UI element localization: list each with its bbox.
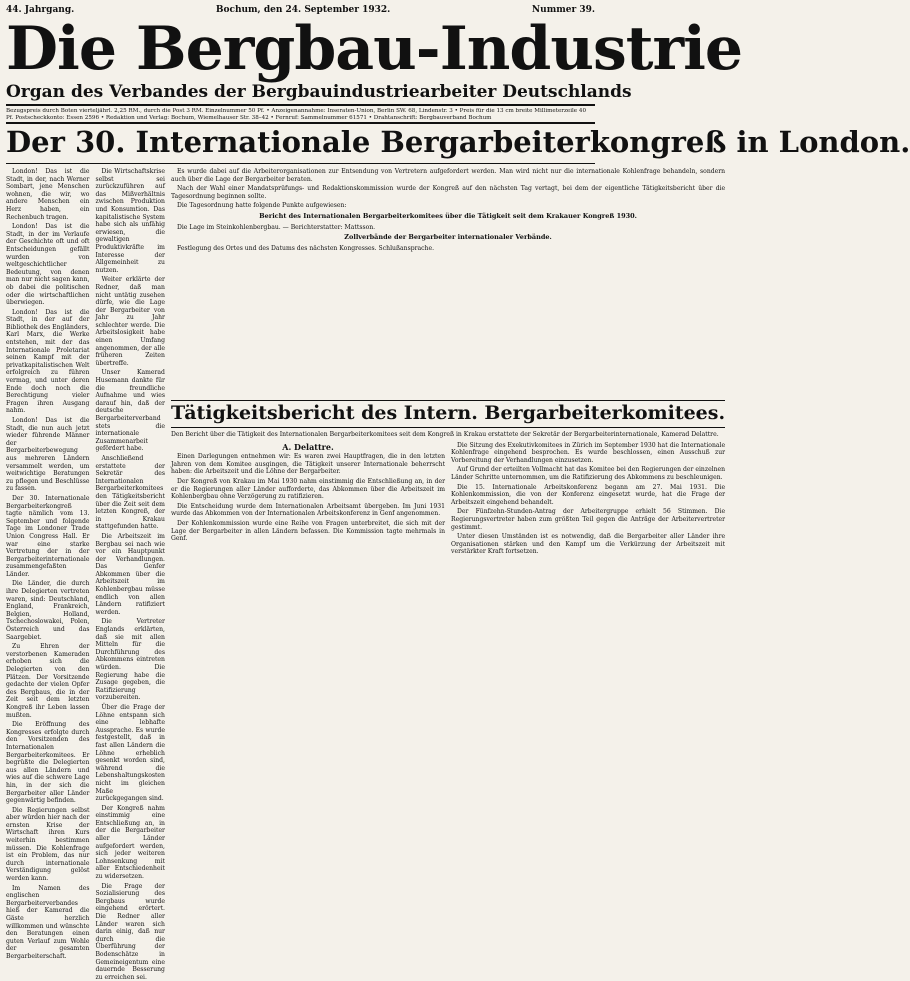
- paragraph: Die Eröffnung des Kongresses erfolgte durch den Vorsitzenden des Internationalen Bergarbeiterkomitees. Er begrüßte die Delegierten aus allen Ländern und wies auf die schwere Lage hin, in der sich die Bergarbeiter aller Länder gegenwärtig befinden.: [6, 721, 90, 805]
- right-bottom-columns: [171, 442, 725, 898]
- volume-label: 44. Jahrgang.: [6, 5, 75, 15]
- date-label: Bochum, den 24. September 1932.: [215, 5, 391, 15]
- paragraph: Die Wirtschaftskrise selbst sei zurückzuführen auf das Mißverhältnis zwischen Produktion und Konsumtion. Das kapitalistische System habe sich als unfähig erwiesen, die gewaltigen Produktivkräfte im Interesse der Allgemeinheit zu nutzen.: [95, 168, 165, 274]
- paragraph: Der Kongreß nahm einstimmig eine Entschließung an, in der die Bergarbeiter aller Länder aufgefordert werden, sich jeder weiteren Lohnsenkung mit aller Entschiedenheit zu widersetzen.: [95, 804, 165, 881]
- paragraph: Anschließend erstattete der Sekretär des Internationalen Bergarbeiterkomitees den Tätigkeitsbericht über die Zeit seit dem letzten Kongreß, der in Krakau stattgefunden hatte.: [95, 454, 165, 531]
- agenda-item: Zollverbände der Bergarbeiter internationaler Verbände.: [344, 233, 552, 242]
- agenda-item: Festlegung des Ortes und des Datums des nächsten Kongresses. Schlußansprache.: [176, 244, 435, 252]
- paragraph: Die Regierungen selbst aber würden hier nach der ernsten Krise der Wirtschaft ihren Kurs weiterhin bestimmen müssen. Die Kohlenfrage ist ein Problem, das nur durch internationale Verständigung gelöst werden kann.: [6, 806, 90, 883]
- paragraph: Nach der Wahl einer Mandatsprüfungs- und Redaktionskommission wurde der Kongreß auf den nächsten Tag vertagt, bei dem der eigentliche Tätigkeitsbericht über die Tagesordnung beginnen sollte.: [170, 185, 726, 200]
- publication-info-bar: Bezugspreis durch Boten vierteljährl. 2,25 RM., durch die Post 3 RM. Einzelnummer 50 Pf. • Anzeigenannahme: Inseraten-Union, Berlin SW. 68, Lindenstr. 3 • Preis für die 13 cm breite Millimeterzeile 40 Pf. Postscheckkonto: Essen 2596 • Redaktion und Verlag: Bochum, Wiemelhauser Str. 38–42 • Fernruf: Sammelnummer 61571 • Drahtanschrift: Bergbauverband Bochum: [6, 104, 595, 124]
- article-columns: [6, 168, 726, 981]
- paragraph: London! Das ist die Stadt, die nun auch jetzt wieder führende Männer der Bergarbeiterbewegung aus mehreren Ländern versammelt werden, um weitwichtige Beratungen zu pflegen und Beschlüsse zu fassen.: [6, 417, 90, 493]
- paragraph: Der 30. Internationale Bergarbeiterkongreß tagte nämlich vom 13. September und folgende Tage im Londoner Trade Union Congress Hall. Er war eine starke Vertretung der in der Bergarbeiterinternationale zusammengefaßten Länder.: [6, 494, 90, 578]
- paragraph: Die Arbeitszeit im Bergbau sei nach wie vor ein Hauptpunkt der Verhandlungen. Das Genfer Abkommen über die Arbeitszeit im Kohlenbergbau müsse endlich von allen Ländern ratifiziert werden.: [95, 532, 165, 616]
- paragraph: London! Das ist die Stadt, in der auf der Bibliothek des Engländers, Karl Marx, die Werke entstehen, mit der das Internationale Proletariat seinen Kampf mit der privatkapitalistischen Welt erfolgreich zu führen vermag, und unter deren Ende doch noch die Berechtigung vieler Fragen ihren Ausgang nahm.: [6, 308, 90, 415]
- paragraph: Im Namen des englischen Bergarbeiterverbandes hieß der Kamerad die Gäste herzlich willkommen und wünschte den Beratungen einen guten Verlauf zum Wohle der gesamten Bergarbeiterschaft.: [6, 884, 90, 960]
- paragraph: Zu Ehren der verstorbenen Kameraden erhoben sich die Delegierten von den Plätzen. Der Vorsitzende gedachte der vielen Opfer des Bergbaus, die in der Zeit seit dem letzten Kongreß ihr Leben lassen mußten.: [6, 643, 90, 719]
- paragraph: Die Vertreter Englands erklärten, daß sie mit allen Mitteln für die Durchführung des Abkommens eintreten würden. Die Regierung habe die Zusage gegeben, die Ratifizierung vorzubereiten.: [95, 618, 165, 702]
- paragraph: Einen Darlegungen entnehmen wir: Es waren zwei Hauptfragen, die in den letzten Jahren von dem Komitee ausgingen, die Tätigkeit unserer Internationale beherrscht haben: die Arbeitszeit und die Löhne der Bergarbeiter.: [170, 453, 446, 476]
- paragraph: Die Entscheidung wurde dem Internationalen Arbeitsamt übergeben. Im Juni 1931 wurde das Abkommen von der Internationalen Arbeitskonferenz in Genf angenommen.: [170, 502, 446, 518]
- paragraph: Der Kongreß von Krakau im Mai 1930 nahm einstimmig die Entschließung an, in der er die Regierungen aller Länder aufforderte, das Abkommen über die Arbeitszeit im Kohlenbergbau ohne Verzögerung zu ratifizieren.: [170, 477, 446, 501]
- column-5: [451, 442, 725, 898]
- column-3: [171, 168, 725, 396]
- paragraph: Über die Frage der Löhne entspann sich eine lebhafte Aussprache. Es wurde festgestellt, daß in fast allen Ländern die Löhne erheblich gesenkt worden sind, während die Lebenshaltungskosten nicht im gleichen Maße zurückgegangen sind.: [95, 703, 165, 803]
- right-top-columns: [171, 168, 725, 396]
- paragraph: Weiter erklärte der Redner, daß man nicht untätig zusehen dürfe, wie die Lage der Bergarbeiter von Jahr zu Jahr schlechter werde. Die Arbeitslosigkeit habe einen Umfang angenommen, der alle früheren Zeiten übertreffe.: [95, 276, 165, 367]
- paragraph: Auf Grund der erteilten Vollmacht hat das Komitee bei den Regierungen der einzelnen Länder Schritte unternommen, um die Ratifizierung des Abkommens zu beschleunigen.: [451, 466, 726, 481]
- right-section: [171, 168, 725, 898]
- paragraph: Die 15. Internationale Arbeitskonferenz begann am 27. Mai 1931. Die Kohlenkommission, die von der Konferenz eingesetzt wurde, hat die Frage der Arbeitszeit eingehend behandelt.: [451, 483, 726, 506]
- paragraph: London! Das ist die Stadt, in der, nach Werner Sombart, jene Menschen wohnen, die wir, wo andere Menschen ein Herz haben, ein Rechenbuch tragen.: [6, 168, 90, 221]
- article-intro: Den Bericht über die Tätigkeit des Internationalen Bergarbeiterkomitees seit dem Kongreß in Krakau erstattete der Sekretär der Bergarbeiterinternationale, Kamerad Delattre.: [170, 431, 719, 438]
- column-1: [6, 168, 90, 960]
- column-4: [171, 442, 445, 898]
- paragraph: Es wurde dabei auf die Arbeiterorganisationen zur Entsendung von Vertretern aufgefordert werden. Man wird nicht nur die internationale Kohlenfrage behandeln, sondern auch über die Lage der Bergarbeiter beraten.: [170, 168, 726, 183]
- paragraph: Unser Kamerad Husemann dankte für die freundliche Aufnahme und wies darauf hin, daß der deutsche Bergarbeiterverband stets die internationale Zusammenarbeit gefördert habe.: [95, 369, 165, 453]
- masthead: Die Bergbau-Industrie: [6, 14, 743, 84]
- paragraph: Der Kohlenkommission wurde eine Reihe von Fragen unterbreitet, die sich mit der Lage der Bergarbeiter in allen Ländern befassen. Die Kommission tagte mehrmals in Genf.: [170, 519, 446, 543]
- paragraph: Die Tagesordnung hatte folgende Punkte aufgewiesen:: [176, 202, 347, 210]
- paragraph: Die Sitzung des Exekutivkomitees in Zürich im September 1930 hat die Internationale Kohlenfrage eingehend besprochen. Es wurde beschlossen, einen Ausschuß zur Vorbereitung der Verhandlungen einzusetzen.: [451, 441, 726, 464]
- column-2: [95, 168, 165, 981]
- issue-number: Nummer 39.: [531, 5, 595, 15]
- agenda-item: Die Lage im Steinkohlenbergbau. — Berichterstatter: Mattsson.: [176, 223, 376, 231]
- agenda-item: Bericht des Internationalen Bergarbeiterkomitees über die Tätigkeit seit dem Krakauer Kongreß 1930.: [259, 211, 637, 220]
- paragraph: Die Länder, die durch ihre Delegierten vertreten waren, sind: Deutschland, England, Frankreich, Belgien, Holland, Tschechoslowakei, Polen, Österreich und das Saargebiet.: [6, 580, 90, 641]
- main-headline: Der 30. Internationale Bergarbeiterkongreß in London.: [6, 124, 595, 164]
- newspaper-page: [6, 4, 910, 981]
- section-heading: A. Delattre.: [282, 441, 334, 452]
- masthead-subtitle: Organ des Verbandes der Bergbauindustriearbeiter Deutschlands: [6, 82, 632, 102]
- secondary-headline: Tätigkeitsbericht des Intern. Bergarbeiterkomitees.: [171, 400, 725, 428]
- paragraph: Der Fünfzehn-Stunden-Antrag der Arbeitergruppe erhielt 56 Stimmen. Die Regierungsvertreter haben zum größten Teil gegen die Anträge der Arbeitervertreter gestimmt.: [451, 508, 726, 531]
- paragraph: Die Frage der Sozialisierung des Bergbaus wurde eingehend erörtert. Die Redner aller Länder waren sich darin einig, daß nur durch die Überführung der Bodenschätze in Gemeineigentum eine dauernde Besserung zu erreichen sei.: [95, 882, 165, 981]
- paragraph: Unter diesen Umständen ist es notwendig, daß die Bergarbeiter aller Länder ihre Organisationen stärken und den Kampf um die Verkürzung der Arbeitszeit mit verstärkter Kraft fortsetzen.: [451, 533, 726, 556]
- paragraph: London! Das ist die Stadt, in der im Verlaufe der Geschichte oft und oft Entscheidungen gefällt wurden von weltgeschichtlicher Bedeutung, von denen man nur nicht sagen kann, ob dabei die politischen oder die wirtschaftlichen überwiegen.: [6, 223, 90, 307]
